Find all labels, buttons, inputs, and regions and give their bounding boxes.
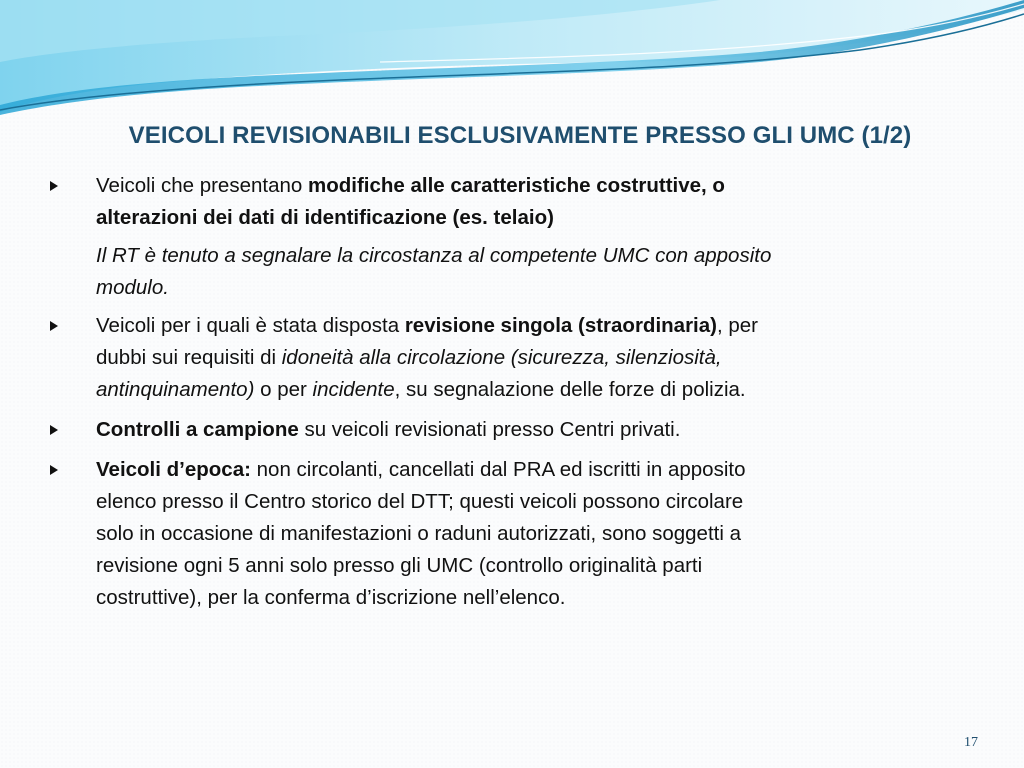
bullet-line: revisione ogni 5 anni solo presso gli UMC (controllo originalità parti [96, 554, 703, 577]
bullet-veicoli-epoca [50, 454, 950, 614]
header-wave-decoration [0, 0, 1024, 130]
text-run: non circolanti, cancellati dal PRA ed iscritti in apposito [250, 458, 746, 481]
note-line: Il RT è tenuto a segnalare la circostanza al competente UMC con apposito [96, 244, 772, 267]
text-run: , per [716, 314, 759, 337]
bold-run: revisione singola (straordinaria) [404, 314, 717, 337]
italic-run: antinquinamento) [96, 378, 255, 401]
bullet-revisione-singola [50, 310, 950, 406]
note-line: modulo. [96, 276, 169, 299]
arrow-bullet-icon [50, 425, 58, 435]
bullet-modifiche [50, 170, 950, 234]
bullet-line [96, 202, 950, 234]
bullet-controlli [50, 414, 950, 446]
text-run: o per [254, 378, 313, 401]
bullet-line [96, 342, 950, 374]
text-run: Veicoli che presentano [96, 174, 308, 197]
italic-run: idoneità alla circolazione (sicurezza, silenziosità, [281, 346, 722, 369]
bullet-line: elenco presso il Centro storico del DTT; questi veicoli possono circolare [96, 490, 744, 513]
note-rt [50, 240, 950, 304]
text-run: su veicoli revisionati presso Centri privati. [298, 418, 681, 441]
bold-run: alterazioni dei dati di identificazione (es. telaio) [96, 206, 554, 229]
bullet-line: solo in occasione di manifestazioni o raduni autorizzati, sono soggetti a [96, 522, 741, 545]
slide-body [50, 170, 950, 614]
text-run: , su segnalazione delle forze di polizia. [394, 378, 746, 401]
bold-run: Veicoli d’epoca: [96, 458, 251, 481]
bold-run: modifiche alle caratteristiche costruttive, o [307, 174, 725, 197]
text-run: dubbi sui requisiti di [96, 346, 282, 369]
bullet-line [96, 170, 950, 202]
page-number: 17 [964, 735, 978, 750]
bullet-line [96, 310, 950, 342]
bold-run: Controlli a campione [96, 418, 299, 441]
italic-run: incidente [312, 378, 395, 401]
bullet-line [96, 414, 950, 446]
bullet-line [96, 454, 950, 486]
slide-title: VEICOLI REVISIONABILI ESCLUSIVAMENTE PRESSO GLI UMC (1/2) [128, 122, 912, 149]
arrow-bullet-icon [50, 181, 58, 191]
arrow-bullet-icon [50, 321, 58, 331]
bullet-line [96, 374, 950, 406]
bullet-line: costruttive), per la conferma d’iscrizione nell’elenco. [96, 586, 566, 609]
text-run: Veicoli per i quali è stata disposta [96, 314, 405, 337]
arrow-bullet-icon [50, 465, 58, 475]
